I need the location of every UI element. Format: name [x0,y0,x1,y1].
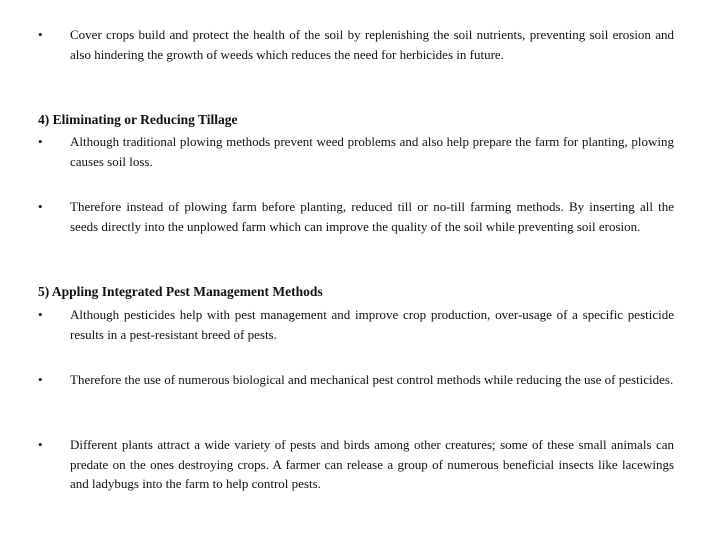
bullet-text: Cover crops build and protect the health of the soil by replenishing the soil nutrients, preventing soil erosion and also hindering the growth of weeds which reduces the need for herbicides in future. [70,27,674,62]
section-heading-pest-management: 5) Appling Integrated Pest Management Methods [38,284,323,299]
bullet-item-no-till [38,197,674,236]
bullet-text: Therefore instead of plowing farm before planting, reduced till or no-till farming methods. By inserting all the seeds directly into the unplowed farm which can improve the quality of the soil while preventing soil erosion. [70,199,674,234]
bullet-marker: • [38,372,43,387]
bullet-text: Therefore the use of numerous biological and mechanical pest control methods while reducing the use of pesticides. [70,372,674,387]
section-heading-tillage: 4) Eliminating or Reducing Tillage [38,112,238,127]
bullet-item-cover-crops [38,25,674,64]
bullet-item-beneficial-insects [38,435,674,494]
bullet-marker: • [38,199,43,214]
bullet-marker: • [38,307,43,322]
bullet-item-pesticides [38,305,674,344]
bullet-marker: • [38,27,43,42]
bullet-marker: • [38,437,43,452]
bullet-text: Although pesticides help with pest management and improve crop production, over-usage of a specific pesticide results in a pest-resistant breed of pests. [70,307,674,342]
bullet-item-plowing [38,132,674,171]
bullet-item-pest-control-methods [38,370,674,390]
bullet-text: Although traditional plowing methods prevent weed problems and also help prepare the farm for planting, plowing causes soil loss. [70,134,674,169]
bullet-marker: • [38,134,43,149]
bullet-text: Different plants attract a wide variety of pests and birds among other creatures; some of these small animals can predate on the ones destroying crops. A farmer can release a group of numerous beneficial insects like lacewings and ladybugs into the farm to help control pests. [70,437,674,491]
